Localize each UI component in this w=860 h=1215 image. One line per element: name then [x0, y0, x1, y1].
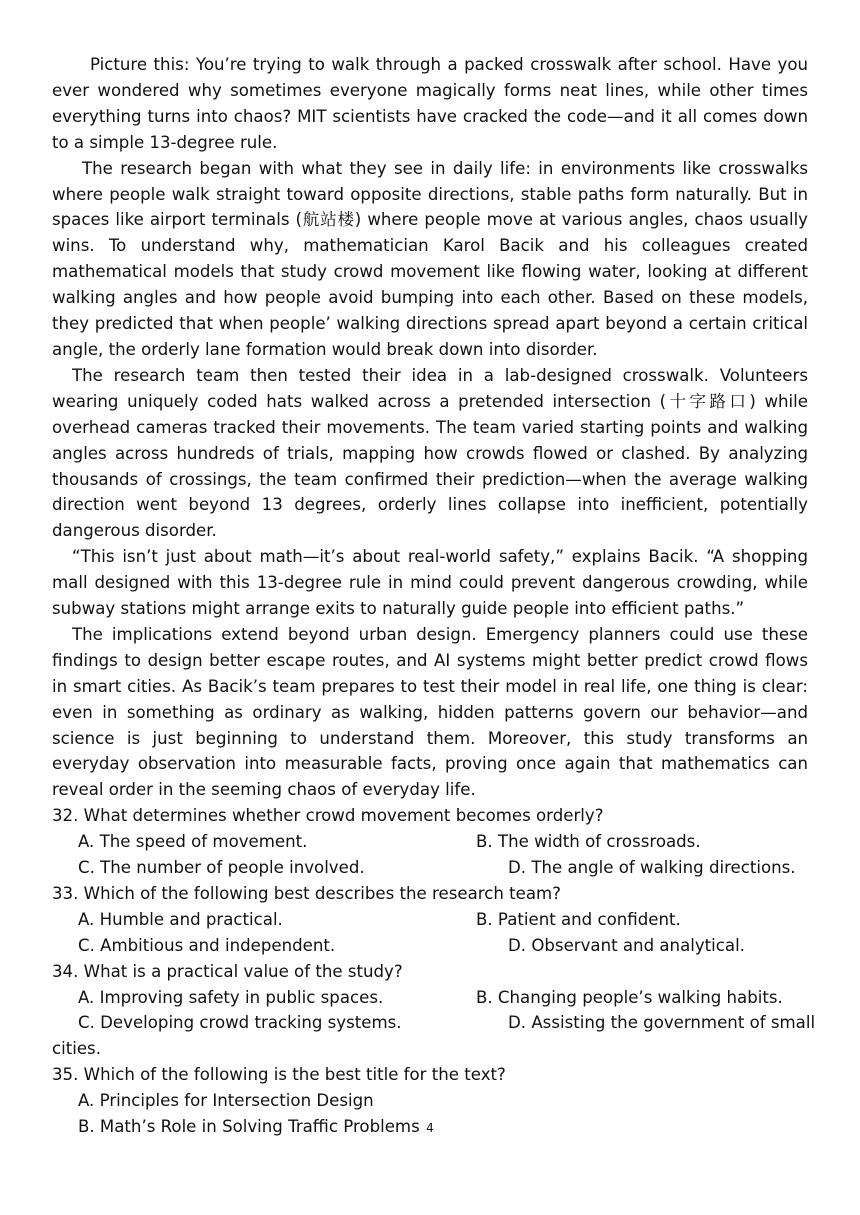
question-stem: 34. What is a practical value of the study?	[52, 961, 403, 981]
option-a: A. The speed of movement.	[78, 832, 308, 852]
passage-paragraph-5: The implications extend beyond urban design. Emergency planners could use these findings to design better escape routes, and AI systems might better predict crowd flows in smart cities. As Bacik’s team prepares to test their model in real life, one thing is clear: even in something as ordinary as walking, hidden patterns govern our behavior—and science is just beginning to understand them. Moreover, this study transforms an everyday observation into measurable facts, proving once again that mathematics can reveal order in the seeming chaos of everyday life.	[52, 624, 808, 800]
option-d-continuation: cities.	[52, 1039, 101, 1059]
option-b: B. Changing people’s walking habits.	[476, 987, 783, 1007]
options-row	[52, 933, 808, 959]
options-row	[52, 907, 808, 933]
options-row	[52, 829, 808, 855]
question-33	[52, 881, 808, 959]
option-a: A. Principles for Intersection Design	[78, 1091, 374, 1111]
question-stem: 32. What determines whether crowd movement becomes orderly?	[52, 806, 604, 826]
options-row	[52, 1088, 808, 1114]
passage-paragraph-1: Picture this: You’re trying to walk through a packed crosswalk after school. Have you ever wondered why sometimes everyone magically forms neat lines, while other times everything turns into chaos? MIT scientists have cracked the code—and it all comes down to a simple 13-degree rule.	[52, 55, 808, 152]
passage-paragraph-2: The research began with what they see in daily life: in environments like crosswalks where people walk straight toward opposite directions, stable paths form naturally. But in spaces like airport terminals (航站楼) where people move at various angles, chaos usually wins. To understand why, mathematician Karol Bacik and his colleagues created mathematical models that study crowd movement like flowing water, looking at different walking angles and how people avoid bumping into each other. Based on these models, they predicted that when people’ walking directions spread apart beyond a certain critical angle, the orderly lane formation would break down into disorder.	[52, 158, 808, 359]
option-c: C. The number of people involved.	[78, 858, 365, 878]
option-c: C. Ambitious and independent.	[78, 935, 336, 955]
question-stem: 33. Which of the following best describes the research team?	[52, 883, 561, 903]
option-d: D. Assisting the government of small	[508, 1013, 816, 1033]
option-c: C. Developing crowd tracking systems.	[78, 1013, 402, 1033]
option-a: A. Improving safety in public spaces.	[78, 987, 384, 1007]
option-b: B. Patient and confident.	[476, 909, 681, 929]
options-row	[52, 1010, 816, 1036]
option-d: D. Observant and analytical.	[508, 935, 745, 955]
option-b: B. The width of crossroads.	[476, 832, 701, 852]
document-page	[52, 52, 816, 1140]
option-a: A. Humble and practical.	[78, 909, 283, 929]
options-row	[52, 985, 808, 1011]
option-b: B. Math’s Role in Solving Traffic Problems	[78, 1116, 420, 1136]
options-row	[52, 855, 808, 881]
passage-paragraph-4: “This isn’t just about math—it’s about real-world safety,” explains Bacik. “A shopping mall designed with this 13-degree rule in mind could prevent dangerous crowding, while subway stations might arrange exits to naturally guide people into efficient paths.”	[52, 547, 808, 619]
question-stem: 35. Which of the following is the best title for the text?	[52, 1065, 506, 1085]
option-d: D. The angle of walking directions.	[508, 858, 796, 878]
passage-paragraph-3: The research team then tested their idea in a lab-designed crosswalk. Volunteers wearing uniquely coded hats walked across a pretended intersection (十字路口) while overhead cameras tracked their movements. The team varied starting points and walking angles across hundreds of trials, mapping how crowds flowed or clashed. By analyzing thousands of crossings, the team confirmed their prediction—when the average walking direction went beyond 13 degrees, orderly lines collapse into inefficient, potentially dangerous disorder.	[52, 365, 808, 541]
question-32	[52, 803, 808, 881]
question-34	[52, 959, 816, 1063]
page-number: 4	[426, 1121, 434, 1135]
